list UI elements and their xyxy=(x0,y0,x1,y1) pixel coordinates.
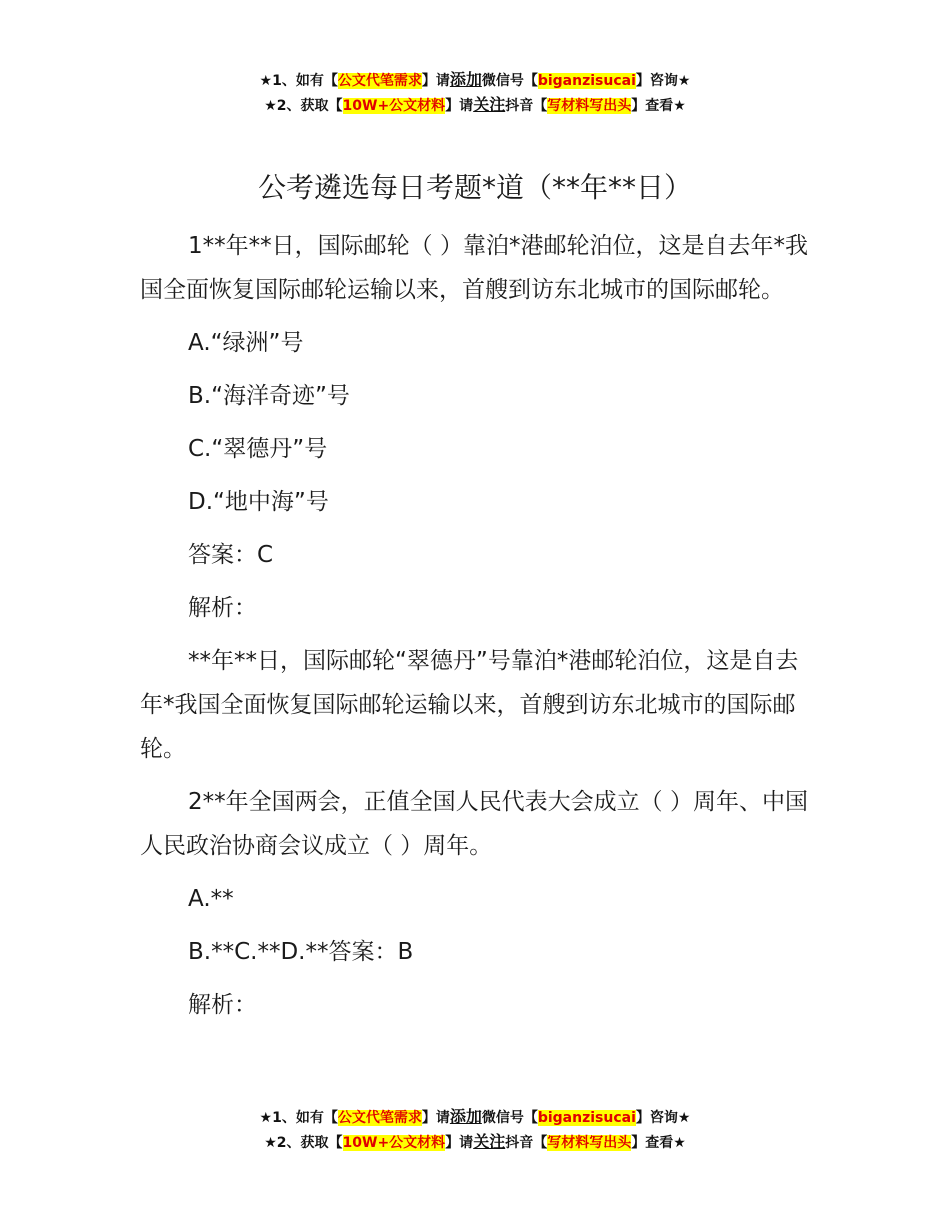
wechat-id-highlight: biganzisucai xyxy=(537,1110,636,1126)
banner-text: 】咨询★ xyxy=(635,73,691,89)
banner-text: 抖音【 xyxy=(505,1135,548,1151)
question-1-option-c: C.“翠德丹”号 xyxy=(188,436,328,462)
banner-line-2 xyxy=(0,1130,950,1155)
footer-banner xyxy=(0,1105,950,1155)
banner-line-2 xyxy=(0,93,950,118)
banner-text: 微信号【 xyxy=(481,1110,538,1126)
banner-text: 】请 xyxy=(445,98,474,114)
question-1-analysis: **年**日，国际邮轮“翠德丹”号靠泊*港邮轮泊位，这是自去年*我国全面恢复国际邮轮运输以来，首艘到访东北城市的国际邮轮。 xyxy=(140,648,799,762)
highlight-text: 公文代笔需求 xyxy=(337,73,422,89)
banner-line-1 xyxy=(0,68,950,93)
question-1-option-b: B.“海洋奇迹”号 xyxy=(188,383,350,409)
emphasis-text: 添加 xyxy=(449,70,482,89)
emphasis-text: 关注 xyxy=(473,95,506,114)
banner-text: 】请 xyxy=(421,1110,450,1126)
highlight-text: 公文代笔需求 xyxy=(337,1110,422,1126)
banner-line-1 xyxy=(0,1105,950,1130)
question-1-stem: 1**年**日，国际邮轮（ ）靠泊*港邮轮泊位，这是自去年*我国全面恢复国际邮轮运输以来，首艘到访东北城市的国际邮轮。 xyxy=(140,233,808,303)
emphasis-text: 添加 xyxy=(449,1107,482,1126)
question-2-options-rest: B.**C.**D.**答案：B xyxy=(188,939,414,965)
document-title: 公考遴选每日考题*道（**年**日） xyxy=(257,171,692,204)
banner-text: ★1、如有【 xyxy=(259,1110,338,1126)
question-2-analysis-label: 解析： xyxy=(188,992,257,1018)
emphasis-text: 关注 xyxy=(473,1132,506,1151)
highlight-text: 10W+公文材料 xyxy=(342,98,446,114)
document-body xyxy=(140,224,815,1036)
banner-text: ★1、如有【 xyxy=(259,73,338,89)
question-1-option-d: D.“地中海”号 xyxy=(188,489,329,515)
banner-text: 】请 xyxy=(421,73,450,89)
question-1-analysis-label: 解析： xyxy=(188,595,257,621)
banner-text: ★2、获取【 xyxy=(264,1135,343,1151)
header-banner xyxy=(0,68,950,118)
banner-text: 】查看★ xyxy=(631,1135,686,1151)
banner-text: 抖音【 xyxy=(505,98,548,114)
question-2-option-a: A.** xyxy=(188,886,234,912)
question-1-answer: 答案：C xyxy=(188,542,274,568)
question-2-stem: 2**年全国两会，正值全国人民代表大会成立（ ）周年、中国人民政治协商会议成立（ ）周年。 xyxy=(140,789,808,859)
highlight-text: 10W+公文材料 xyxy=(342,1135,446,1151)
banner-text: 】请 xyxy=(445,1135,474,1151)
wechat-id-highlight: biganzisucai xyxy=(537,73,636,89)
banner-text: 】咨询★ xyxy=(635,1110,691,1126)
banner-text: ★2、获取【 xyxy=(264,98,343,114)
question-1-option-a: A.“绿洲”号 xyxy=(188,330,304,356)
banner-text: 微信号【 xyxy=(481,73,538,89)
banner-text: 】查看★ xyxy=(631,98,686,114)
douyin-name-highlight: 写材料写出头 xyxy=(547,1135,632,1151)
douyin-name-highlight: 写材料写出头 xyxy=(547,98,632,114)
